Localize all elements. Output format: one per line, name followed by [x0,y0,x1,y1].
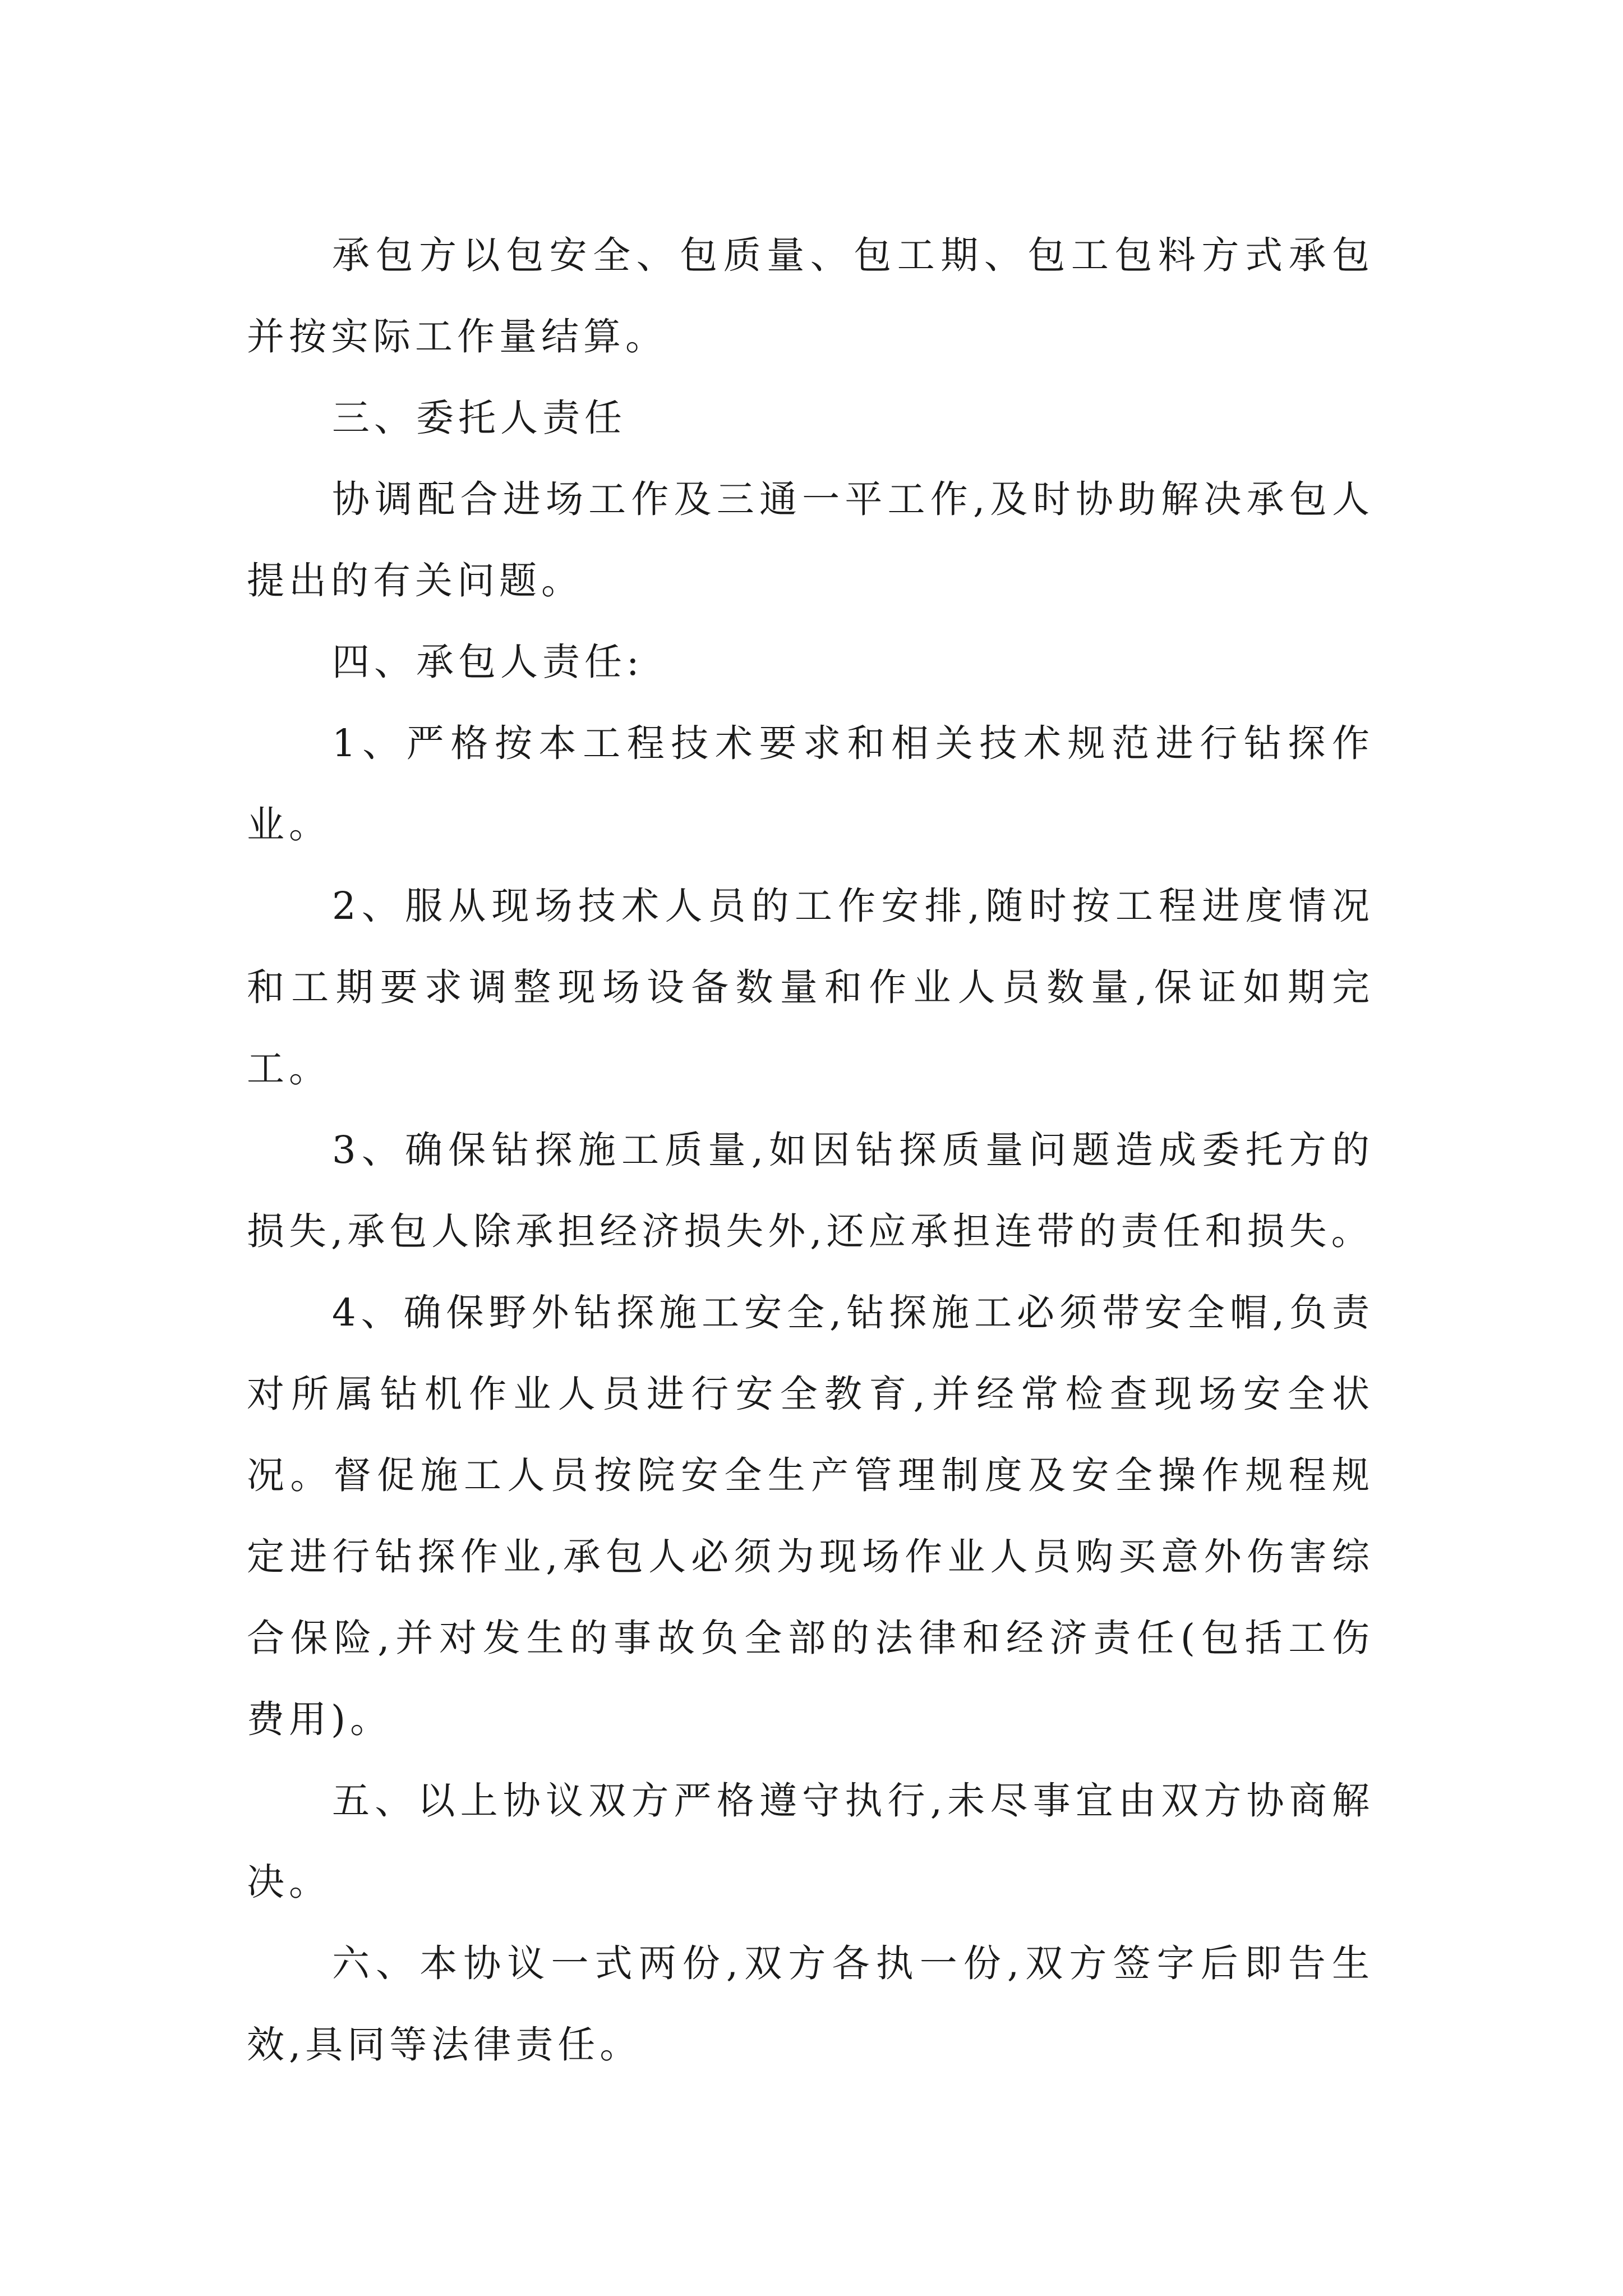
heading-contractor-responsibility: 四、承包人责任: [332,640,644,684]
heading-client-responsibility: 三、委托人责任 [332,396,626,440]
section-6-copies: 六、本协议一式两份,双方各执一份,双方签字后即告生效,具同等法律责任。 [247,1941,1374,2067]
clause-4-safety: 4、确保野外钻探施工安全,钻探施工必须带安全帽,负责对所属钻机作业人员进行安全教育,并经常检查现场安全状况。督促施工人员按院安全生产管理制度及安全操作规程规定进行钻探作业,承包人必须为现场作业人员购买意外伤害综合保险,并对发生的事故负全部的法律和经济责任(包括工伤费用)。 [247,1291,1374,1741]
clause-3-quality: 3、确保钻探施工质量,如因钻探质量问题造成委托方的损失,承包人除承担经济损失外,还应承担连带的责任和损失。 [247,1128,1374,1253]
document-body [247,215,1374,2086]
paragraph-contracting-method: 承包方以包安全、包质量、包工期、包工包料方式承包并按实际工作量结算。 [247,233,1374,358]
paragraph-client-duty: 协调配合进场工作及三通一平工作,及时协助解决承包人提出的有关问题。 [247,477,1374,602]
clause-1-technical-requirements: 1、严格按本工程技术要求和相关技术规范进行钻探作业。 [247,721,1374,846]
clause-2-work-arrangement: 2、服从现场技术人员的工作安排,随时按工程进度情况和工期要求调整现场设备数量和作业人员数量,保证如期完工。 [247,884,1374,1091]
section-5-compliance: 五、以上协议双方严格遵守执行,未尽事宜由双方协商解决。 [247,1779,1374,1904]
